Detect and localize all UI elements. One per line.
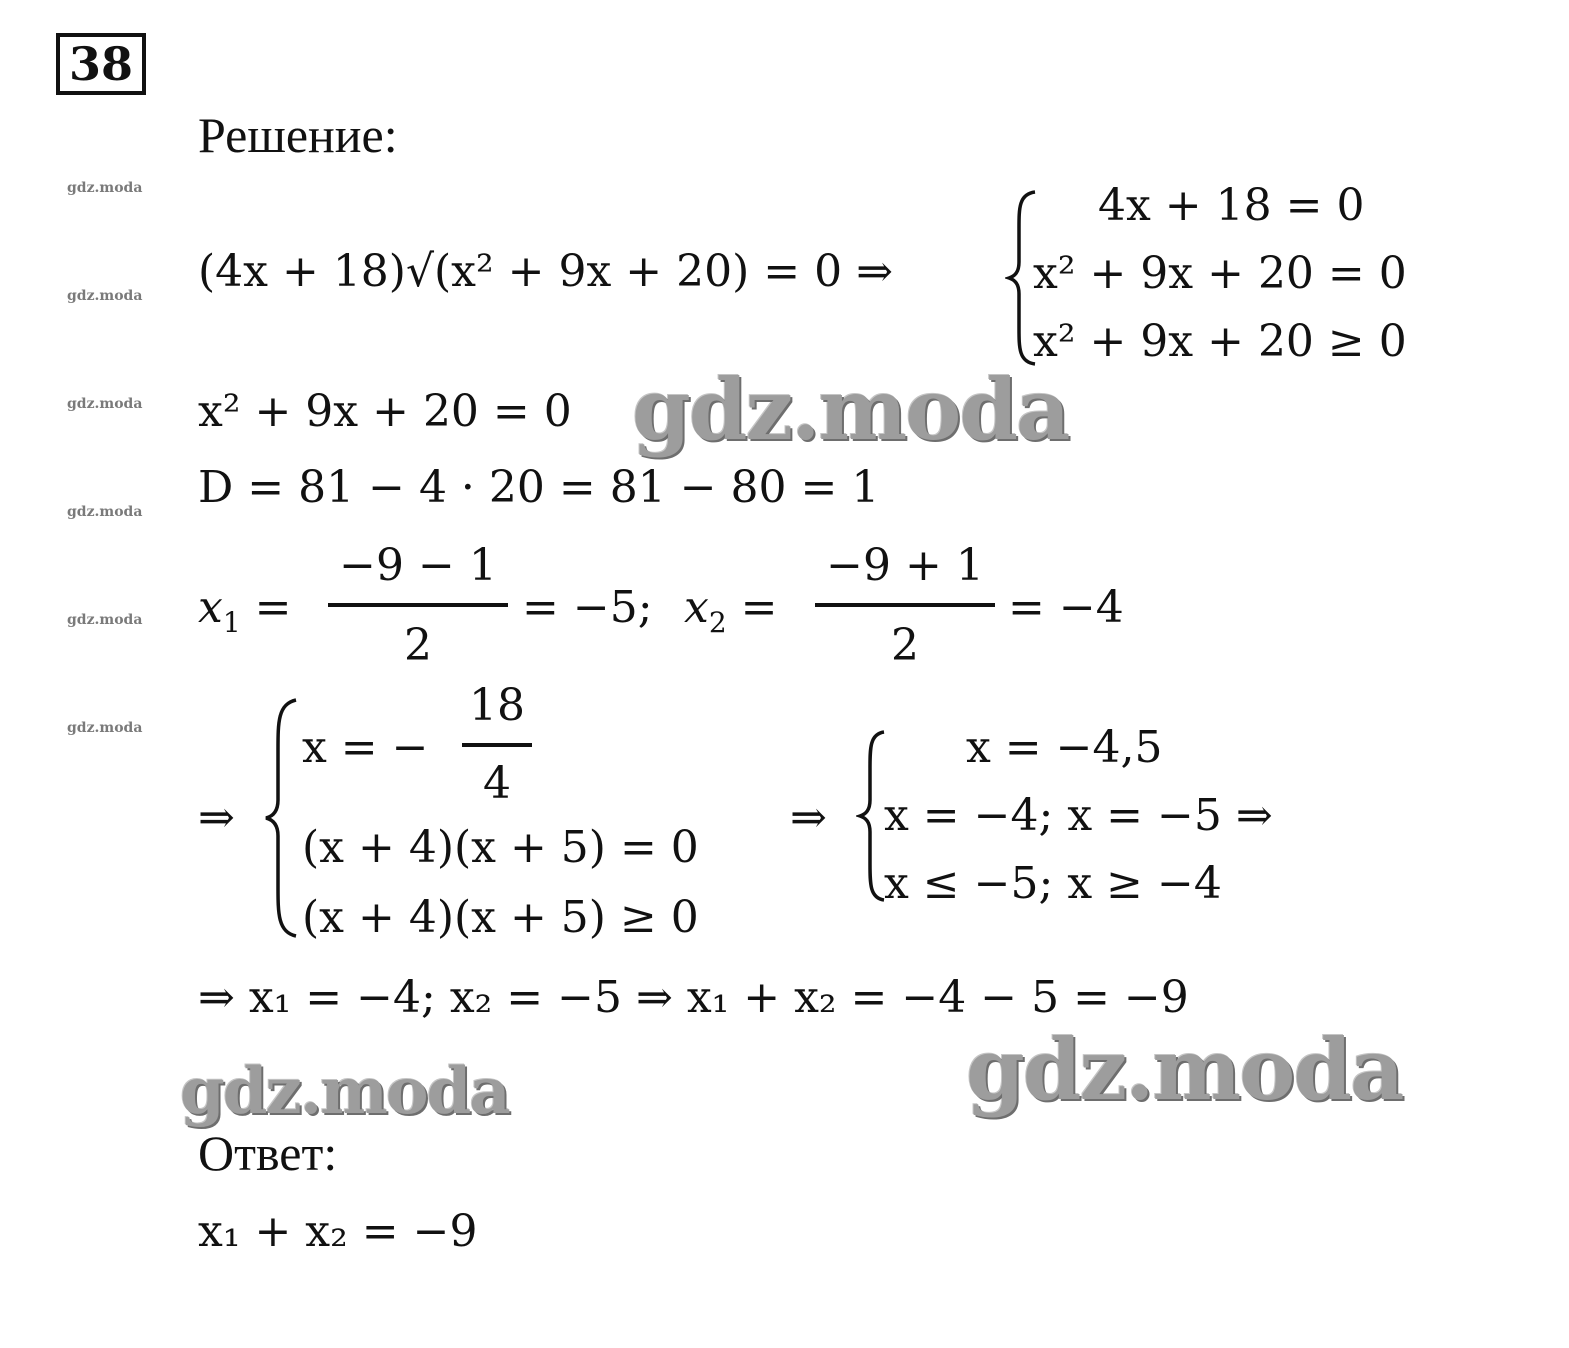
implies-symbol: ⇒ (198, 792, 235, 843)
conclusion-line: ⇒ x₁ = −4; x₂ = −5 ⇒ x₁ + x₂ = −4 − 5 = −9 (198, 972, 1189, 1023)
system1-line2: x² + 9x + 20 = 0 (1033, 248, 1407, 299)
main-equation: (4x + 18)√(x² + 9x + 20) = 0 ⇒ (198, 246, 893, 297)
system1-line3: x² + 9x + 20 ≥ 0 (1033, 316, 1407, 367)
discriminant-line: D = 81 − 4 · 20 = 81 − 80 = 1 (198, 462, 880, 513)
watermark-small: gdz.moda (67, 720, 143, 736)
system3-line3: x ≤ −5; x ≥ −4 (884, 858, 1222, 909)
watermark-large: gdz.moda (966, 1020, 1403, 1119)
system2-line3: (x + 4)(x + 5) ≥ 0 (302, 892, 699, 943)
system2-line2: (x + 4)(x + 5) = 0 (302, 822, 699, 873)
system3-line2: x = −4; x = −5 ⇒ (884, 790, 1273, 841)
system2-line1-lhs: x = − (302, 722, 429, 773)
solution-heading: Решение: (198, 107, 398, 163)
system2-line1-denominator: 4 (483, 758, 511, 809)
root2-numerator: −9 + 1 (826, 540, 984, 591)
problem-number: 38 (56, 33, 146, 95)
watermark-small: gdz.moda (67, 612, 143, 628)
implies-symbol: ⇒ (790, 792, 827, 843)
system2-fraction-bar (462, 743, 532, 747)
system2-line1-numerator: 18 (469, 680, 525, 731)
system2-brace (262, 696, 302, 940)
watermark-large: gdz.moda (632, 360, 1069, 459)
root1-fraction-bar (328, 603, 508, 607)
root1-denominator: 2 (404, 620, 432, 671)
quadratic-equation: x² + 9x + 20 = 0 (198, 386, 572, 437)
system3-line1: x = −4,5 (966, 722, 1163, 773)
root1-result: = −5; (522, 582, 653, 633)
watermark-large: gdz.moda (180, 1054, 509, 1129)
root2-fraction-bar (815, 603, 995, 607)
root1-numerator: −9 − 1 (339, 540, 497, 591)
root2-result: = −4 (1008, 582, 1124, 633)
root2-lhs: $x_2$ = (684, 582, 778, 639)
watermark-small: gdz.moda (67, 180, 143, 196)
system1-line1: 4x + 18 = 0 (1098, 180, 1365, 231)
watermark-small: gdz.moda (67, 504, 143, 520)
root1-lhs: $x_1$ = (198, 582, 292, 639)
answer-line: x₁ + x₂ = −9 (198, 1206, 478, 1257)
watermark-small: gdz.moda (67, 396, 143, 412)
answer-heading: Ответ: (198, 1125, 338, 1181)
watermark-small: gdz.moda (67, 288, 143, 304)
root2-denominator: 2 (891, 620, 919, 671)
